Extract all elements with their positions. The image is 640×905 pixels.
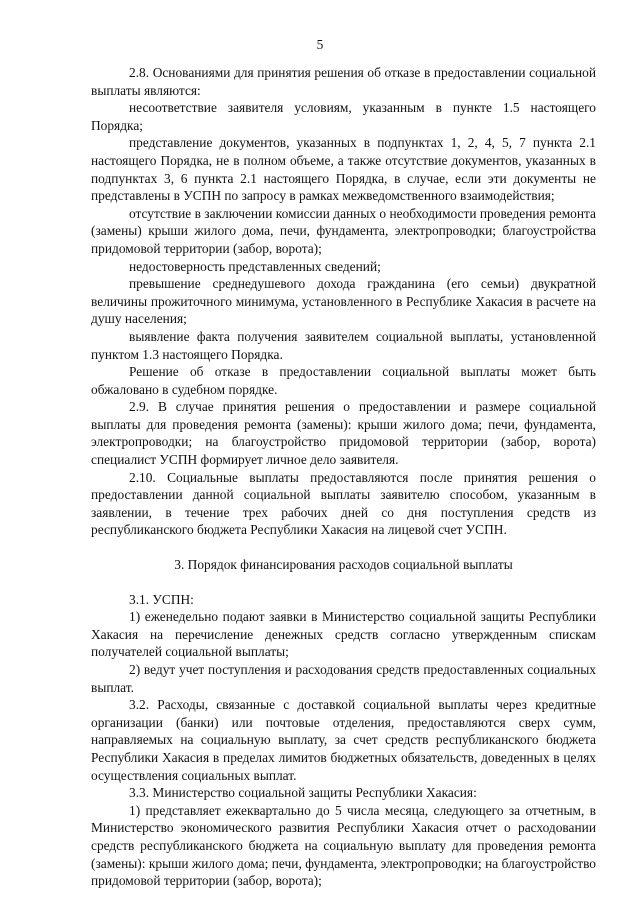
paragraph-refusal-ground-3: отсутствие в заключении комиссии данных о необходимости проведения ремонта (замены) крыши жилого дома, печи, фундамента, электропроводки; благоустройства придомовой территории (забор, ворота); <box>91 205 596 256</box>
section-heading: 3. Порядок финансирования расходов социальной выплаты <box>174 557 513 573</box>
paragraph-2-10: 2.10. Социальные выплаты предоставляются после принятия решения о предоставлении данной социальной выплаты заявителю способом, указанным в заявлении, в течение трех рабочих дней со дня поступления средств из республиканского бюджета Республики Хакасия на лицевой счет УСПН. <box>91 469 596 538</box>
paragraph-refusal-ground-4: недостоверность представленных сведений; <box>129 258 381 274</box>
paragraph-refusal-ground-5: превышение среднедушевого дохода гражданина (его семьи) двукратной величины прожиточного минимума, установленного в Республике Хакасия в расчете на душу населения; <box>91 276 596 327</box>
paragraph-refusal-ground-2: представление документов, указанных в подпунктах 1, 2, 4, 5, 7 пункта 2.1 настоящего Порядка, не в полном объеме, а также отсутствие документов, указанных в подпунктах 3, 6 пункта 2.1 настоящего Порядка, в случае, если эти документы не представлены в УСПН по запросу в рамках межведомственного взаимодействия; <box>91 135 596 204</box>
paragraph-3-1-item-1: 1) еженедельно подают заявки в Министерство социальной защиты Республики Хакасия на перечисление денежных средств согласно утвержденным спискам получателей социальной выплаты; <box>91 609 596 660</box>
document-body <box>91 64 596 890</box>
paragraph-3-1-item-2: 2) ведут учет поступления и расходования средств предоставленных социальных выплат. <box>91 662 596 695</box>
paragraph-refusal-ground-6: выявление факта получения заявителем социальной выплаты, установленной пунктом 1.3 настоящего Порядка. <box>91 328 596 362</box>
paragraph-appeal: Решение об отказе в предоставлении социальной выплаты может быть обжаловано в судебном порядке. <box>91 364 596 397</box>
paragraph-3-2: 3.2. Расходы, связанные с доставкой социальной выплаты через кредитные организации (банки) или почтовые отделения, предоставляются сверх сумм, направляемых на социальную выплату, за счет средств республиканского бюджета Республики Хакасия в пределах лимитов бюджетных обязательств, доведенных в целях осуществления социальных выплат. <box>91 697 596 783</box>
paragraph-2-9: 2.9. В случае принятия решения о предоставлении и размере социальной выплаты для проведения ремонта (замены): крыши жилого дома; печи, фундамента, электропроводки; на благоустройство придомовой территории (забор, ворота) специалист УСПН формирует личное дело заявителя. <box>91 399 596 468</box>
paragraph-3-1: 3.1. УСПН: <box>129 591 194 607</box>
paragraph-2-8: 2.8. Основаниями для принятия решения об отказе в предоставлении социальной выплаты являются: <box>91 65 596 98</box>
paragraph-3-3: 3.3. Министерство социальной защиты Республики Хакасия: <box>129 785 477 801</box>
paragraph-3-3-item-1: 1) представляет ежеквартально до 5 числа месяца, следующего за отчетным, в Министерство экономического развития Республики Хакасия отчет о расходовании средств республиканского бюджета на социальную выплату для проведения ремонта (замены): крыши жилого дома; печи, фундамента, электропроводки; на благоустройство придомовой территории (забор, ворота); <box>91 802 596 889</box>
page-number: 5 <box>316 37 324 52</box>
paragraph-refusal-ground-1: несоответствие заявителя условиям, указанным в пункте 1.5 настоящего Порядка; <box>91 100 596 133</box>
